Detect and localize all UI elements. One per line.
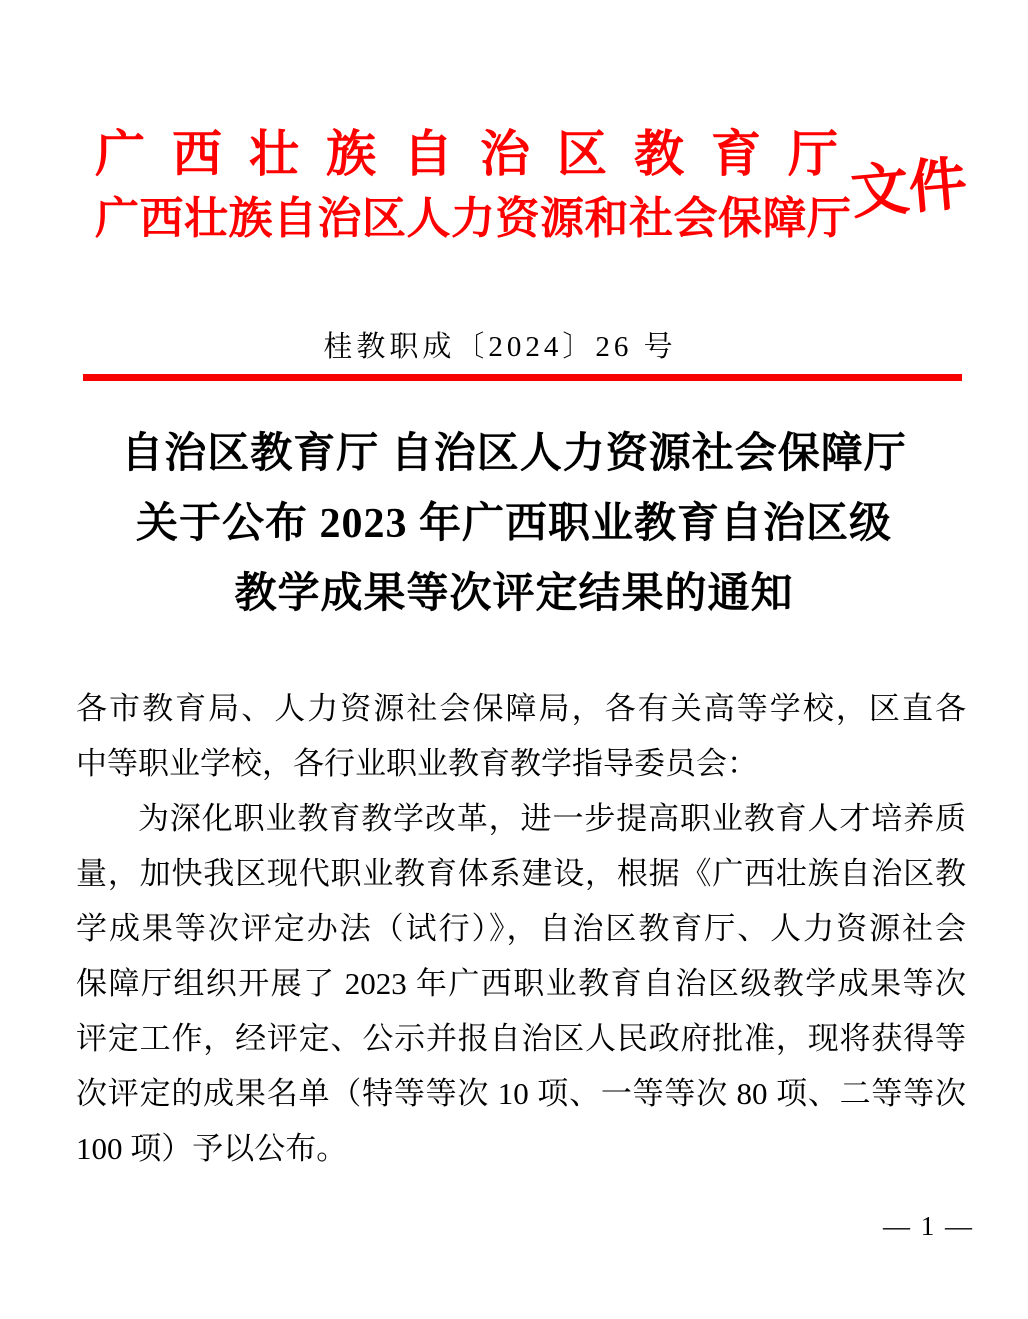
body-line: 100 项）予以公布。 [76, 1131, 348, 1166]
body-line: 各市教育局、人力资源社会保障局，各有关高等学校，区直各 [76, 691, 966, 726]
body-line: 次评定的成果名单（特等等次 10 项、一等等次 80 项、二等等次 [76, 1076, 966, 1111]
page-number: — 1 — [883, 1211, 974, 1241]
document-title-line1: 自治区教育厅 自治区人力资源社会保障厅 [121, 431, 907, 477]
body-line: 评定工作，经评定、公示并报自治区人民政府批准，现将获得等 [76, 1021, 966, 1056]
document-title [0, 419, 1028, 629]
body-line: 保障厅组织开展了 2023 年广西职业教育自治区级教学成果等次 [76, 966, 966, 1001]
document-body [76, 681, 966, 1176]
body-line: 中等职业学校，各行业职业教育教学指导委员会： [76, 746, 758, 781]
body-line: 学成果等次评定办法（试行）》，自治区教育厅、人力资源社会 [76, 911, 966, 946]
letterhead-agency-line2: 广西壮族自治区人力资源和社会保障厅 [95, 194, 852, 243]
body-line: 为深化职业教育教学改革，进一步提高职业教育人才培养质 [138, 801, 966, 836]
document-number: 桂教职成〔2024〕26 号 [323, 331, 677, 363]
letterhead-doc-type-label: 文件 [848, 151, 970, 226]
document-title-line3: 教学成果等次评定结果的通知 [234, 571, 794, 617]
letterhead-agency-line1: 广西壮族自治区教育厅 [95, 126, 865, 182]
letterhead-red-rule [83, 374, 962, 381]
body-line: 量，加快我区现代职业教育体系建设，根据《广西壮族自治区教 [76, 856, 966, 891]
document-title-line2: 关于公布 2023 年广西职业教育自治区级 [135, 501, 892, 547]
